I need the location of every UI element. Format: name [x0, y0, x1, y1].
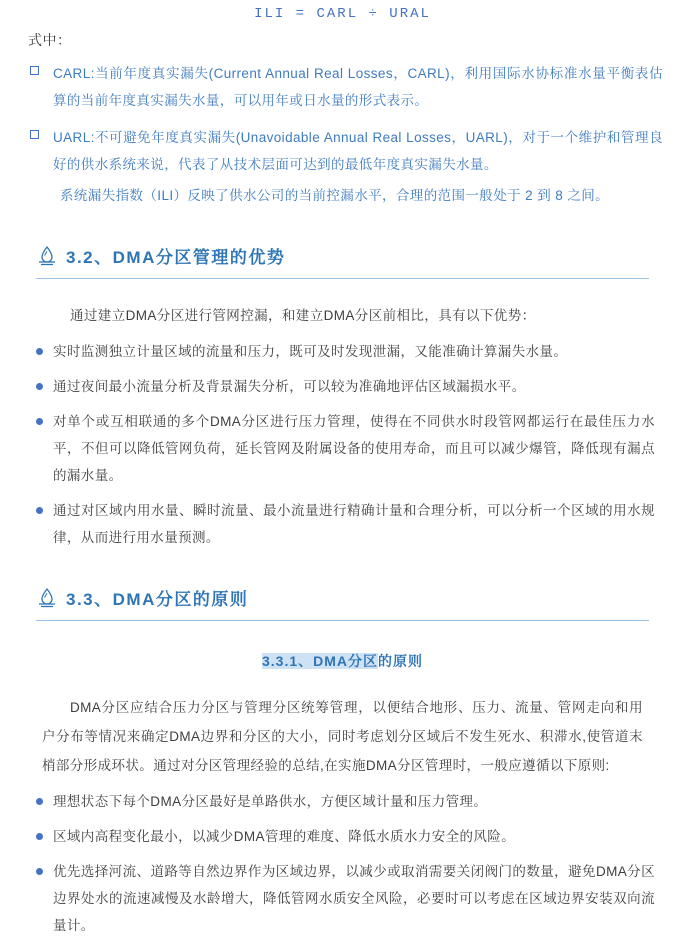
subsection-heading-highlight: 3.3.1、DMA分区 — [261, 653, 379, 669]
subsection-heading-rest: 的原则 — [378, 653, 424, 669]
water-drop-icon — [36, 245, 58, 267]
list-item — [36, 373, 655, 400]
definition-note: 系统漏失指数（ILI）反映了供水公司的当前控漏水平，合理的范围一般处于 2 到 8 之间。 — [60, 188, 610, 203]
section-title: 3.2、DMA分区管理的优势 — [66, 248, 286, 267]
dot-bullet-icon — [36, 798, 43, 805]
section-heading-3-2 — [36, 243, 663, 268]
bullet-text: 通过对区域内用水量、瞬时流量、最小流量进行精确计量和合理分析，可以分析一个区域的用水规律，从而进行用水量预测。 — [53, 503, 655, 545]
list-item — [36, 788, 655, 815]
dot-bullet-icon — [36, 348, 43, 355]
list-item — [36, 338, 655, 365]
list-item — [30, 124, 663, 178]
list-item — [36, 858, 655, 939]
section-3-2-intro: 通过建立DMA分区进行管网控漏，和建立DMA分区前相比，具有以下优势： — [70, 308, 536, 323]
section-title: 3.3、DMA分区的原则 — [66, 590, 249, 609]
section-divider — [36, 278, 649, 279]
dot-bullet-icon — [36, 418, 43, 425]
list-item — [36, 497, 655, 551]
bullet-text: 理想状态下每个DMA分区最好是单路供水，方便区域计量和压力管理。 — [53, 794, 488, 809]
dot-bullet-icon — [36, 507, 43, 514]
subsection-heading-3-3-1 — [22, 651, 663, 671]
formula-line: ILI = CARL ÷ URAL — [254, 6, 431, 22]
bullet-text: 通过夜间最小流量分析及背景漏失分析，可以较为准确地评估区域漏损水平。 — [53, 379, 526, 394]
hollow-square-bullet-icon — [30, 66, 39, 75]
bullet-text: 对单个或互相联通的多个DMA分区进行压力管理，使得在不同供水时段管网都运行在最佳压力水平，不但可以降低管网负荷，延长管网及附属设备的使用寿命，而且可以减少爆管，降低现有漏点的漏水量。 — [53, 414, 655, 483]
hollow-square-bullet-icon — [30, 130, 39, 139]
list-item — [36, 408, 655, 489]
definition-uarl: UARL:不可避免年度真实漏失(Unavoidable Annual Real Losses，UARL)，对于一个维护和管理良好的供水系统来说，代表了从技术层面可达到的最低年度真实漏失水量。 — [53, 130, 663, 172]
bullet-text: 优先选择河流、道路等自然边界作为区域边界，以减少或取消需要关闭阀门的数量，避免DMA分区边界处水的流速减慢及水龄增大，降低管网水质安全风险，必要时可以考虑在区域边界安装双向流量计。 — [53, 864, 655, 933]
section-divider — [36, 620, 649, 621]
water-drop-icon — [36, 587, 58, 609]
dot-bullet-icon — [36, 868, 43, 875]
section-heading-3-3 — [36, 585, 663, 610]
list-item — [30, 60, 663, 114]
definition-carl: CARL:当前年度真实漏失(Current Annual Real Losses，CARL)，利用国际水协标准水量平衡表估算的当前年度真实漏失水量，可以用年或日水量的形式表示。 — [53, 66, 663, 108]
formula-legend-label: 式中： — [28, 32, 72, 48]
section-3-3-body: DMA分区应结合压力分区与管理分区统筹管理，以便结合地形、压力、流量、管网走向和用户分布等情况来确定DMA边界和分区的大小，同时考虑划分区域后不发生死水、积滞水,使管道末梢部分形成环状。通过对分区管理经验的总结,在实施DMA分区管理时，一般应遵循以下原则: — [42, 700, 643, 773]
dot-bullet-icon — [36, 833, 43, 840]
dot-bullet-icon — [36, 383, 43, 390]
bullet-text: 区域内高程变化最小，以减少DMA管理的难度、降低水质水力安全的风险。 — [53, 829, 516, 844]
bullet-text: 实时监测独立计量区域的流量和压力，既可及时发现泄漏，又能准确计算漏失水量。 — [53, 344, 568, 359]
list-item — [36, 823, 655, 850]
